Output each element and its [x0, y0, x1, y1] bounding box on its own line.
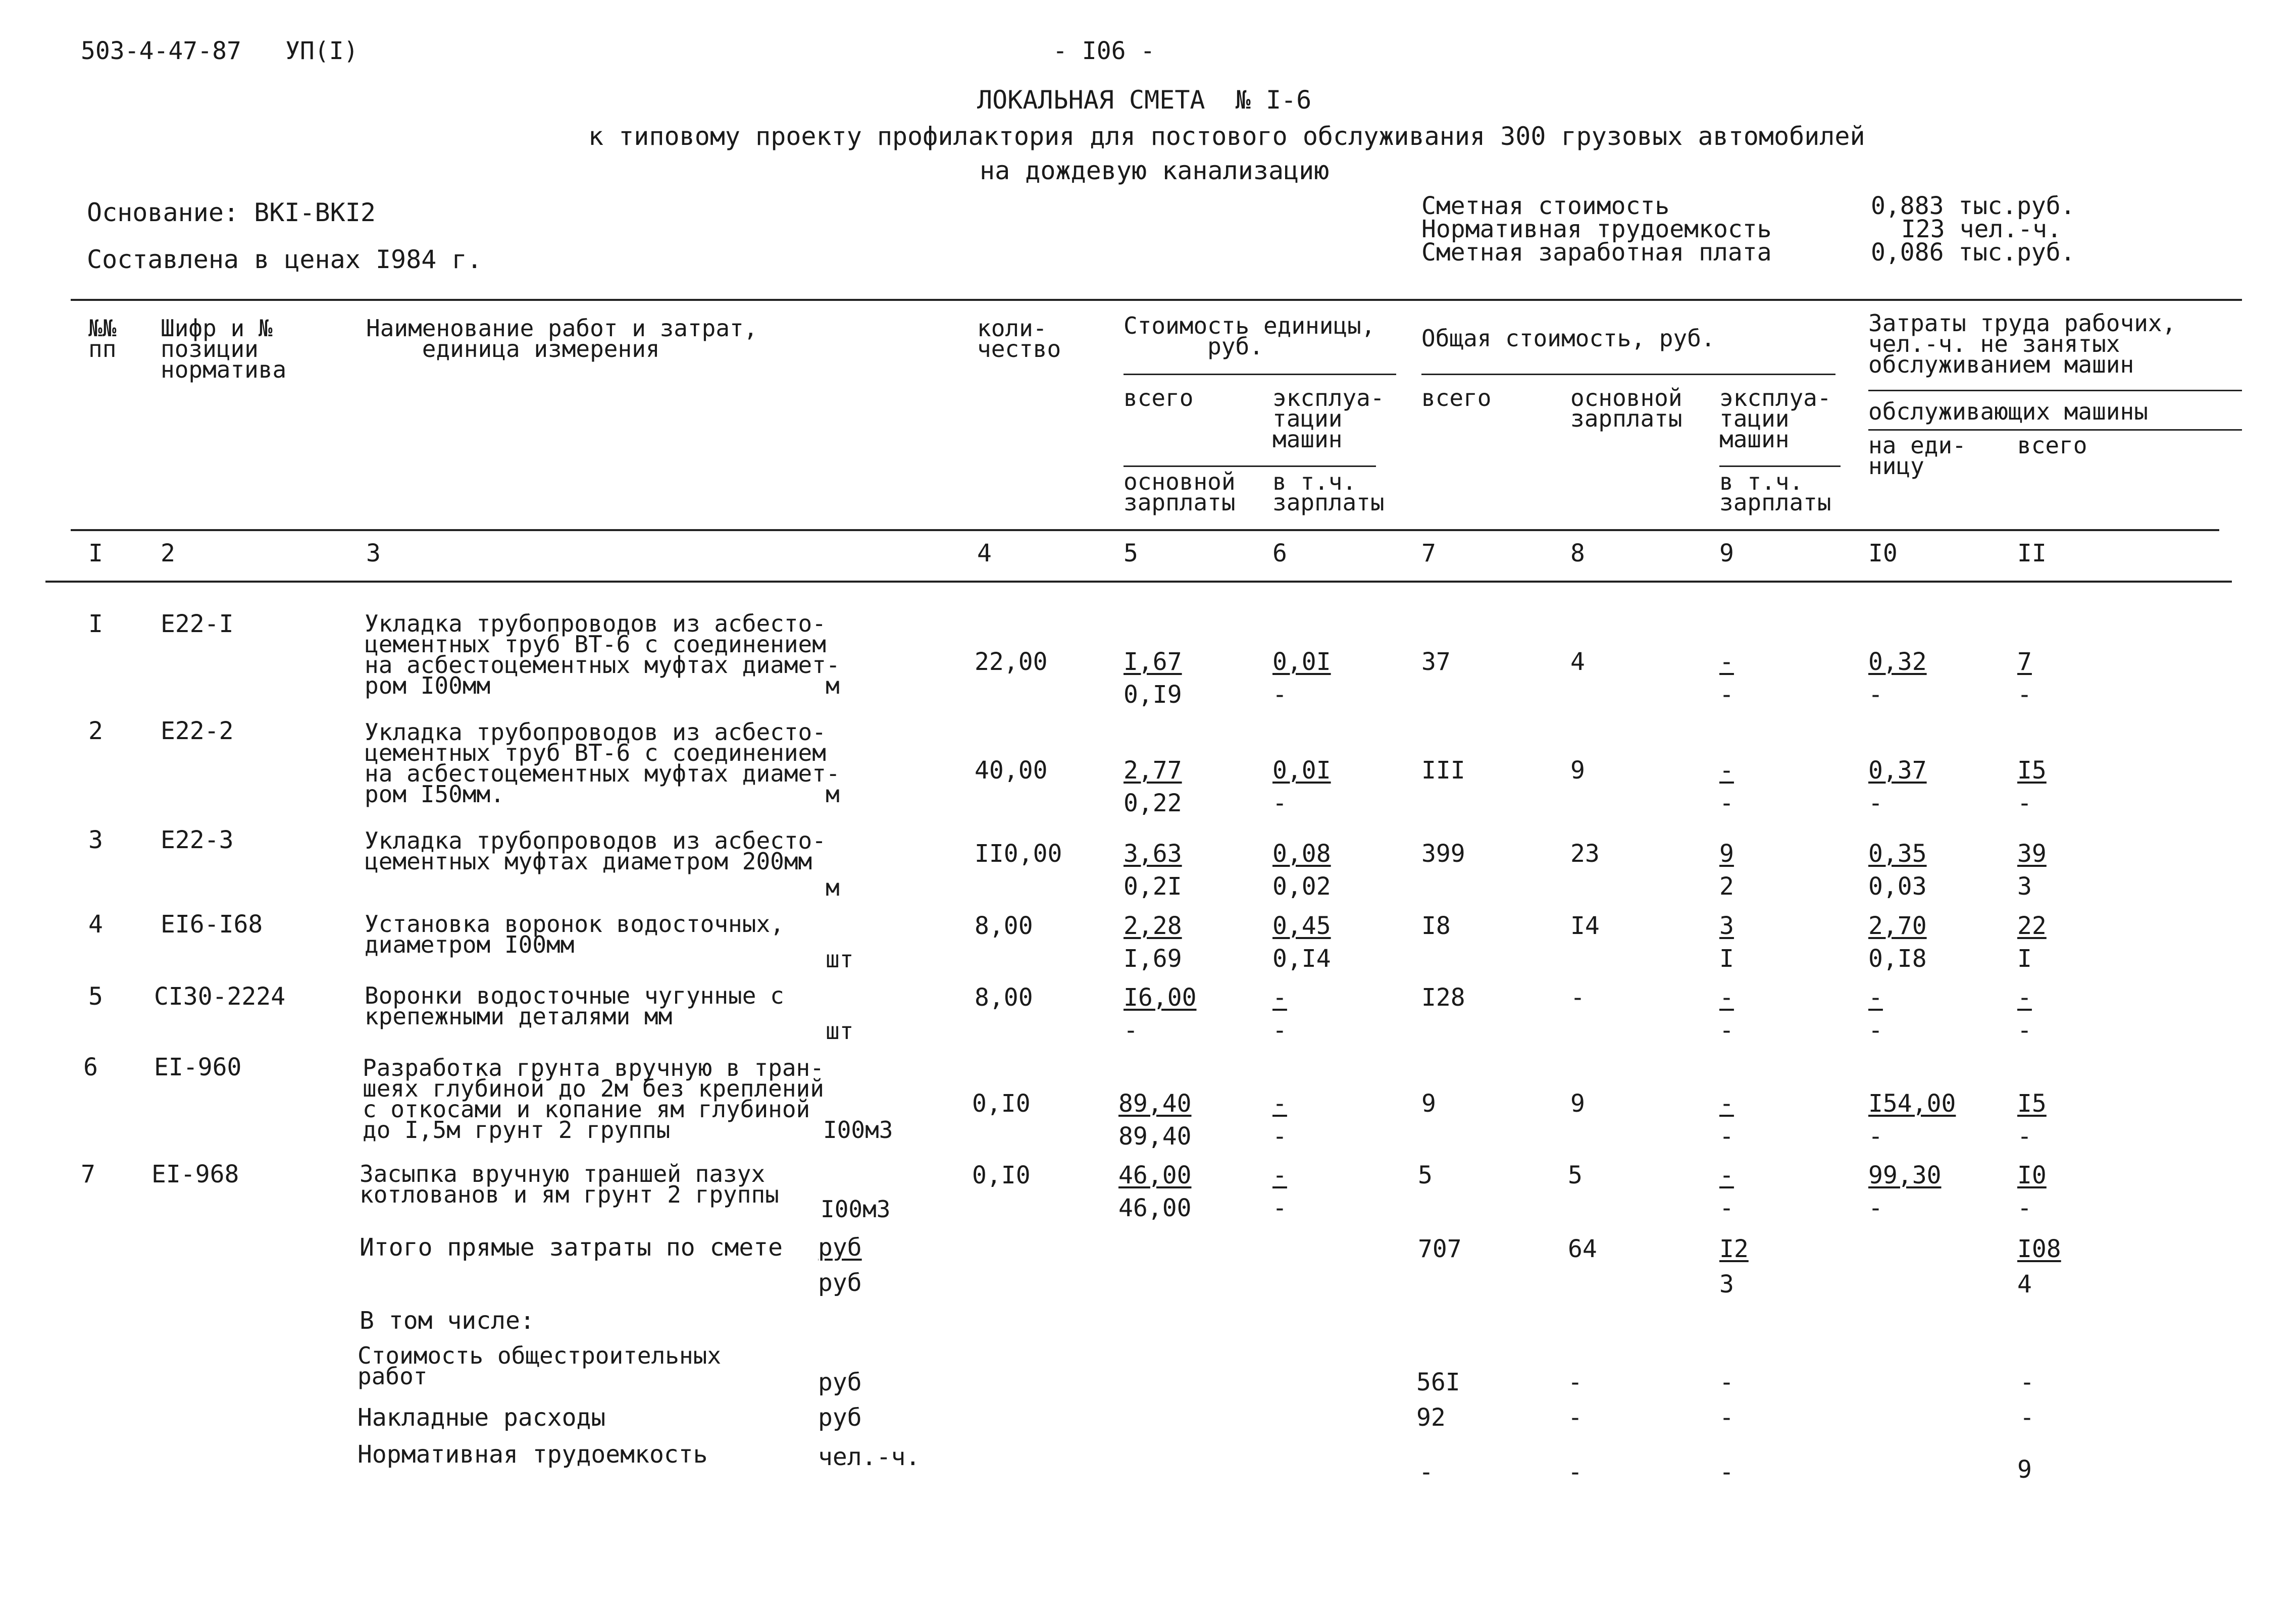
col-header-unit-total: всего: [1124, 384, 1194, 411]
row-total-machines: -: [1719, 1089, 1734, 1118]
row-total: 9: [1421, 1089, 1436, 1118]
row-qty: 0,I0: [972, 1089, 1031, 1118]
row-labor-per-unit-machines: 0,03: [1868, 872, 1927, 901]
row-name: Засыпка вручную траншей пазух котлованов и ям грунт 2 группы: [360, 1160, 779, 1208]
row-total-wage: I4: [1570, 912, 1600, 940]
summary-value: I23 чел.-ч.: [1901, 215, 2062, 243]
row-unit: I00м3: [823, 1116, 893, 1144]
col-header-labor: Затраты труда рабочих, чел.-ч. не занятых обслуживанием машин: [1868, 309, 2176, 378]
row-unit-machines: -: [1272, 983, 1287, 1012]
col-header-total: всего: [1421, 384, 1492, 411]
labor-total: 9: [2017, 1456, 2032, 1484]
col-header-total-machines: эксплуа- тации машин: [1719, 384, 1831, 453]
col-number: 4: [977, 539, 992, 567]
row-labor-per-unit-machines: -: [1868, 681, 1883, 709]
col-number: 8: [1570, 539, 1585, 567]
row-total: III: [1421, 756, 1465, 785]
row-unit-machine-wage: -: [1272, 681, 1287, 709]
row-unit-machines: -: [1272, 1161, 1287, 1189]
col-number: 9: [1719, 539, 1734, 567]
row-labor-per-unit-machines: -: [1868, 1122, 1883, 1151]
doc-subtitle-2: на дождевую канализацию: [980, 156, 1330, 185]
general-works-label: Стоимость общестроительных работ: [358, 1342, 722, 1390]
row-code: E22-2: [161, 717, 234, 745]
col-number: I0: [1868, 539, 1898, 567]
row-unit-machine-wage: 0,02: [1272, 872, 1331, 901]
col-header-total-machine-wage: в т.ч. зарплаты: [1719, 468, 1831, 516]
row-total-machine-wage: I: [1719, 945, 1734, 973]
row-number: 7: [81, 1160, 95, 1188]
rule: [1719, 465, 1841, 467]
col-header-unit-machine-wage: в т.ч. зарплаты: [1272, 468, 1385, 516]
row-labor-per-unit-machines: -: [1868, 1016, 1883, 1045]
row-labor-per-unit-machines: -: [1868, 1194, 1883, 1222]
row-unit-wage: 0,2I: [1124, 872, 1182, 901]
row-unit-total: 2,28: [1124, 912, 1182, 940]
page-number: - I06 -: [1053, 37, 1155, 65]
row-total: I28: [1421, 983, 1465, 1012]
col-number: I: [88, 539, 103, 567]
row-total-wage: 9: [1570, 756, 1585, 785]
totals-wage: 64: [1568, 1235, 1597, 1263]
row-qty: II0,00: [975, 840, 1062, 868]
row-qty: 22,00: [975, 648, 1048, 676]
row-unit-total: 3,63: [1124, 840, 1182, 868]
row-unit-total: 2,77: [1124, 756, 1182, 785]
row-code: E22-I: [161, 610, 234, 638]
col-header-labor-total: всего: [2017, 432, 2087, 459]
summary-value: 0,883 тыс.руб.: [1871, 192, 2075, 220]
row-total-wage: 5: [1568, 1161, 1583, 1189]
col-header-qty: коли- чество: [977, 315, 1061, 362]
row-labor-total-machines: 3: [2017, 872, 2032, 901]
dash: -: [1419, 1458, 1434, 1486]
general-works-unit: руб: [818, 1368, 862, 1396]
totals-labor-machines: 4: [2017, 1270, 2032, 1299]
col-header-name: Наименование работ и затрат, единица измерения: [366, 315, 758, 362]
doc-title: ЛОКАЛЬНАЯ СМЕТА № I-6: [977, 85, 1312, 115]
dash: -: [1568, 1458, 1583, 1486]
row-name: Разработка грунта вручную в тран- шеях глубиной до 2м без креплений с откосами и копание ям глубиной до I,5м грунт 2 группы: [363, 1054, 824, 1144]
dash: -: [1719, 1458, 1734, 1486]
row-code: EI-968: [151, 1160, 239, 1188]
numbers-bottom-rule: [45, 581, 2232, 583]
col-header-labor-per-unit: на еди- ницу: [1868, 432, 1966, 480]
row-unit: I00м3: [821, 1196, 891, 1223]
row-total-machine-wage: -: [1719, 789, 1734, 817]
row-labor-total: I5: [2017, 756, 2047, 785]
row-labor-total: 39: [2017, 840, 2047, 868]
rule: [1868, 390, 2242, 391]
prices-year: Составлена в ценах I984 г.: [87, 245, 482, 274]
row-number: 6: [83, 1053, 98, 1081]
totals-label: Итого прямые затраты по смете: [360, 1233, 783, 1262]
row-code: CI30-2224: [154, 982, 286, 1011]
row-name: Установка воронок водосточных, диаметром I00мм: [365, 910, 784, 958]
row-labor-total: 7: [2017, 648, 2032, 676]
row-unit-total: 89,40: [1118, 1089, 1192, 1118]
rule: [1124, 465, 1376, 467]
row-unit-machines: 0,45: [1272, 912, 1331, 940]
row-labor-total: -: [2017, 983, 2032, 1012]
row-total-machines: 3: [1719, 912, 1734, 940]
row-labor-total: 22: [2017, 912, 2047, 940]
row-labor-total-machines: -: [2017, 1122, 2032, 1151]
row-unit-machines: 0,0I: [1272, 648, 1331, 676]
summary-label: Сметная заработная плата: [1421, 238, 1772, 267]
row-total-machines: -: [1719, 1161, 1734, 1189]
labor-label: Нормативная трудоемкость: [358, 1440, 708, 1469]
overhead-label: Накладные расходы: [358, 1404, 606, 1432]
rule: [1421, 374, 1835, 375]
general-works-total: 56I: [1416, 1368, 1460, 1396]
row-unit-machine-wage: -: [1272, 1122, 1287, 1151]
row-unit-wage: 0,22: [1124, 789, 1182, 817]
col-header-labor-machines: обслуживающих машины: [1868, 398, 2148, 425]
dash: -: [2020, 1368, 2034, 1396]
dash: -: [1719, 1404, 1734, 1432]
dash: -: [1719, 1368, 1734, 1396]
row-total-machine-wage: 2: [1719, 872, 1734, 901]
totals-unit: руб: [818, 1269, 862, 1297]
totals-unit: руб: [818, 1233, 862, 1262]
row-labor-per-unit: -: [1868, 983, 1883, 1012]
doc-subtitle: к типовому проекту профилактория для постового обслуживания 300 грузовых автомобилей: [588, 122, 1865, 151]
row-qty: 40,00: [975, 756, 1048, 785]
row-total: 5: [1418, 1161, 1433, 1189]
row-labor-per-unit: 2,70: [1868, 912, 1927, 940]
totals-total: 707: [1418, 1235, 1462, 1263]
col-number: 6: [1272, 539, 1287, 567]
col-header-unit-cost: Стоимость единицы, руб.: [1124, 312, 1375, 360]
row-labor-per-unit: I54,00: [1868, 1089, 1956, 1118]
row-total: I8: [1421, 912, 1451, 940]
row-total-machines: -: [1719, 983, 1734, 1012]
summary-label: Сметная стоимость: [1421, 192, 1670, 220]
row-number: 3: [88, 826, 103, 854]
col-number: 3: [366, 539, 381, 567]
row-labor-per-unit-machines: 0,I8: [1868, 945, 1927, 973]
totals-machine-wage: 3: [1719, 1270, 1734, 1299]
row-total-machine-wage: -: [1719, 681, 1734, 709]
totals-labor: I08: [2017, 1235, 2061, 1263]
row-labor-per-unit: 0,35: [1868, 840, 1927, 868]
row-code: E22-3: [161, 826, 234, 854]
row-unit-machine-wage: -: [1272, 1016, 1287, 1045]
row-total-machine-wage: -: [1719, 1122, 1734, 1151]
row-code: EI-960: [154, 1053, 242, 1081]
row-unit-total: I,67: [1124, 648, 1182, 676]
rule: [1868, 429, 2242, 431]
row-total-machines: -: [1719, 756, 1734, 785]
row-unit-machines: 0,08: [1272, 840, 1331, 868]
row-labor-per-unit-machines: -: [1868, 789, 1883, 817]
col-header-code: Шифр и № позиции норматива: [161, 315, 287, 383]
row-unit-wage: 46,00: [1118, 1194, 1192, 1222]
row-total-machines: 9: [1719, 840, 1734, 868]
row-unit: м: [826, 781, 840, 808]
row-qty: 8,00: [975, 912, 1033, 940]
col-header-unit-machines: эксплуа- тации машин: [1272, 384, 1385, 453]
row-labor-total: I0: [2017, 1161, 2047, 1189]
row-unit: шт: [826, 946, 854, 973]
dash: -: [1568, 1368, 1583, 1396]
row-labor-total-machines: -: [2017, 1016, 2032, 1045]
row-labor-per-unit: 0,32: [1868, 648, 1927, 676]
row-unit-machines: 0,0I: [1272, 756, 1331, 785]
row-number: 4: [88, 910, 103, 939]
row-unit-total: I6,00: [1124, 983, 1197, 1012]
overhead-total: 92: [1416, 1404, 1446, 1432]
row-unit-total: 46,00: [1118, 1161, 1192, 1189]
row-unit-machine-wage: -: [1272, 1194, 1287, 1222]
col-number: 7: [1421, 539, 1436, 567]
row-labor-total-machines: -: [2017, 789, 2032, 817]
col-number: II: [2017, 539, 2047, 567]
row-total-wage: 9: [1570, 1089, 1585, 1118]
col-number: 2: [161, 539, 175, 567]
row-total-machines: -: [1719, 648, 1734, 676]
row-unit-machine-wage: -: [1272, 789, 1287, 817]
row-qty: 0,I0: [972, 1161, 1031, 1189]
table-top-rule: [71, 299, 2242, 301]
row-unit-machines: -: [1272, 1089, 1287, 1118]
row-total-machine-wage: -: [1719, 1016, 1734, 1045]
overhead-unit: руб: [818, 1404, 862, 1432]
summary-label: Нормативная трудоемкость: [1421, 215, 1772, 243]
row-unit-machine-wage: 0,I4: [1272, 945, 1331, 973]
row-unit-wage: 0,I9: [1124, 681, 1182, 709]
basis: Основание: ВКI-ВКI2: [87, 198, 376, 227]
row-total: 399: [1421, 840, 1465, 868]
header-bottom-rule: [71, 529, 2219, 531]
row-number: I: [88, 610, 103, 638]
including-label: В том числе:: [360, 1307, 535, 1335]
dash: -: [1568, 1404, 1583, 1432]
dash: -: [2020, 1404, 2034, 1432]
row-unit-wage: -: [1124, 1016, 1138, 1045]
row-qty: 8,00: [975, 983, 1033, 1012]
row-unit-wage: 89,40: [1118, 1122, 1192, 1151]
rule: [1124, 374, 1396, 375]
summary-value: 0,086 тыс.руб.: [1871, 238, 2075, 267]
row-labor-total-machines: -: [2017, 1194, 2032, 1222]
col-header-total-wage: основной зарплаты: [1570, 384, 1682, 432]
row-labor-per-unit: 99,30: [1868, 1161, 1942, 1189]
row-unit: м: [826, 874, 840, 901]
totals-machines: I2: [1719, 1235, 1749, 1263]
album-code: УП(I): [285, 37, 359, 65]
col-header-total-cost: Общая стоимость, руб.: [1421, 325, 1715, 352]
row-total: 37: [1421, 648, 1451, 676]
row-name: Укладка трубопроводов из асбесто- цементных муфтах диаметром 200мм: [365, 827, 826, 875]
labor-unit: чел.-ч.: [818, 1443, 921, 1471]
row-code: EI6-I68: [161, 910, 263, 939]
row-labor-total: I5: [2017, 1089, 2047, 1118]
row-number: 2: [88, 717, 103, 745]
row-labor-total-machines: -: [2017, 681, 2032, 709]
row-name: Укладка трубопроводов из асбесто- цементных труб ВТ-6 с соединением на асбестоцементных муфтах диамет- ром I00мм: [365, 610, 840, 699]
row-number: 5: [88, 982, 103, 1011]
col-header-number: №№ пп: [88, 315, 117, 362]
row-total-wage: -: [1570, 983, 1585, 1012]
row-total-wage: 23: [1570, 840, 1600, 868]
row-total-wage: 4: [1570, 648, 1585, 676]
row-labor-per-unit: 0,37: [1868, 756, 1927, 785]
row-unit: шт: [826, 1017, 854, 1045]
row-unit: м: [826, 672, 840, 699]
col-number: 5: [1124, 539, 1138, 567]
row-name: Укладка трубопроводов из асбесто- цементных труб ВТ-6 с соединением на асбестоцементных муфтах диамет- ром I50мм.: [365, 718, 840, 808]
row-total-machine-wage: -: [1719, 1194, 1734, 1222]
row-name: Воронки водосточные чугунные с крепежными деталями мм: [365, 982, 784, 1030]
row-labor-total-machines: I: [2017, 945, 2032, 973]
row-unit-wage: I,69: [1124, 945, 1182, 973]
col-header-unit-wage: основной зарплаты: [1124, 468, 1236, 516]
doc-code: 503-4-47-87: [81, 37, 241, 65]
